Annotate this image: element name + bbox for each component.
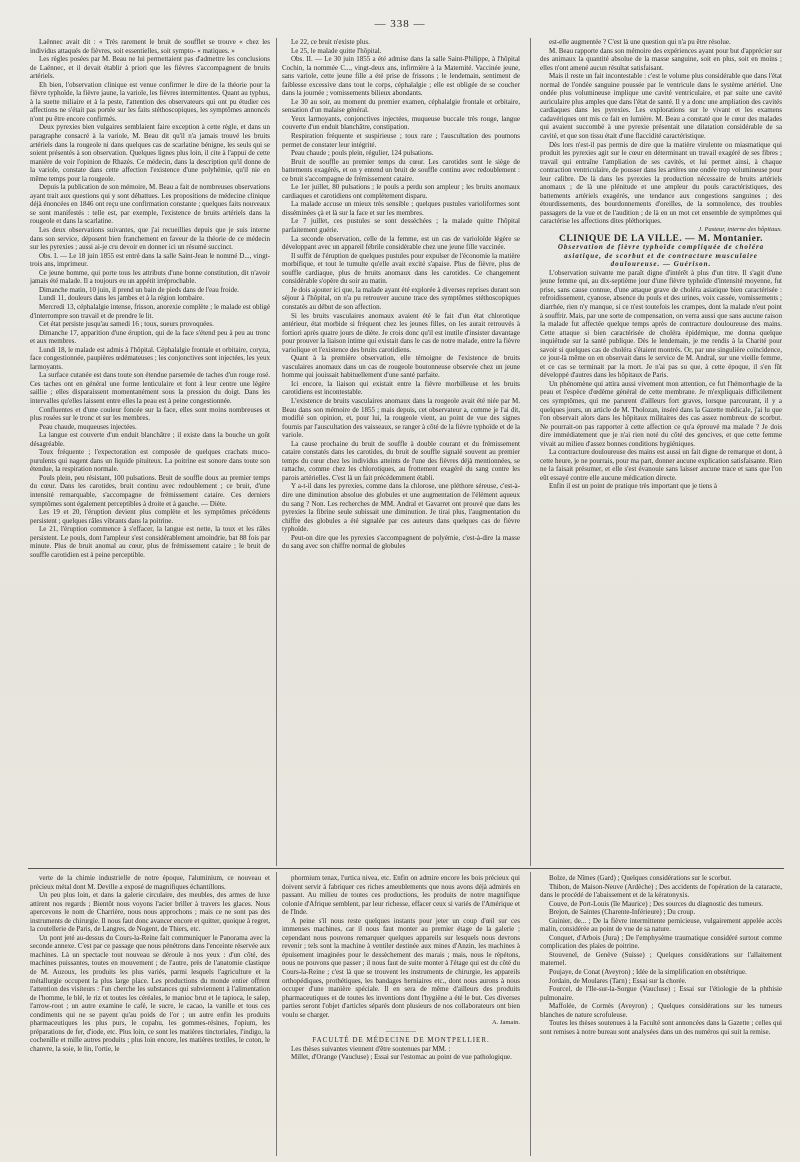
paragraph: Il suffit de l'éruption de quelques pustules pour expulser de l'économie la matière morbifique, et tout le tumulte qu'elle avait excité s'apaise. Plus de fièvre, plus de souffle cardiaque, plus de bruits anomaux dans les carotides. Ce changement considérable s'opère du soir au matin. bbox=[282, 251, 520, 286]
section-heading-clinique: CLINIQUE DE LA VILLE. — M. Montanier. bbox=[558, 233, 764, 244]
paragraph: Bruit de souffle au premier temps du cœur. Les carotides sont le siège de battements exagérés, et on y entend un bruit de souffle continu avec redoublement : ce bruit s'accompagne de frémissement cataire. bbox=[282, 157, 520, 183]
column-divider-3 bbox=[276, 872, 277, 1156]
paragraph: M. Beau rapporte dans son mémoire des expériences ayant pour but d'apprécier sur des animaux la quantité absolue de la masse sanguine, soit en plus, soit en moins ; elles n'ont amené aucun résultat satisfaisant. bbox=[540, 46, 782, 72]
paragraph: Obs. II. — Le 30 juin 1855 a été admise dans la salle Saint-Philippe, à l'hôpital Cochin, la nommée C..., vingt-deux ans, infirmière à la Maternité. Vaccinée jeune, sans variole, cette jeune fille a été prise de frissons ; le lendemain, sentiment de faiblesse excessive dans tout le corps, céphalalgie ; elle est obligée de se coucher dans la journée ; vomissements bilieux abondants. bbox=[282, 55, 520, 98]
paragraph: phormium tenax, l'urtica nivea, etc. Enfin on admire encore les bois précieux qui doivent servir à fabriquer ces riches ameublements que nous avons déjà admirés en passant. Au milieu de toutes ces productions, les produits de notre magnifique colonie d'Afrique semblent, par leur richesse, effacer ceux si variés de l'Amérique et de l'Inde. bbox=[282, 874, 520, 917]
author-signature: J. Pasteur, interne des hôpitaux. bbox=[698, 226, 782, 234]
paragraph: Lundi 11, douleurs dans les jambes et à la région lombaire. bbox=[39, 294, 204, 303]
section-heading-faculte: FACULTÉ DE MÉDECINE DE MONTPELLIER. bbox=[312, 1036, 490, 1045]
article-title-observation: Observation de fièvre typhoïde compliquée de choléra asiatique, de scorbut et de contracture musculaire douloureuse. — Guérison. bbox=[557, 243, 765, 269]
theses-list-column bbox=[540, 874, 782, 1154]
paragraph: Millet, d'Orange (Vaucluse) ; Essai sur l'estomac au point de vue pathologique. bbox=[291, 1053, 512, 1062]
feuilleton-column-2 bbox=[282, 874, 520, 1154]
paragraph: Le 21, l'éruption commence à s'effacer, la langue est nette, la toux et les râles persistent. Le pouls, dont l'ampleur s'est considérablement amoindrie, bat 88 fois par minute. Plus de bruit anomal au cœur, plus de frémissement cataire ; le bruit de souffle carotidien est à peine perceptible. bbox=[30, 525, 270, 559]
paragraph: Poujaye, de Conat (Aveyron) ; Idée de la simplification en obstétrique. bbox=[549, 968, 747, 977]
feuilleton-text bbox=[282, 874, 520, 1019]
paragraph: est-elle augmentée ? C'est là une question qui n'a pu être résolue. bbox=[549, 38, 731, 46]
paragraph: Respiration fréquente et suspirieuse ; toux rare ; l'auscultation des poumons permet de constater leur intégrité. bbox=[282, 132, 520, 149]
paragraph: Les règles posées par M. Beau ne lui permettaient pas d'admettre les conclusions de Laënnec, et il devait établir à priori que les fièvres s'accompagnent de bruits artériels. bbox=[30, 55, 270, 81]
paragraph: Les 19 et 20, l'éruption devient plus complète et les symptômes précédents persistent ; quelques râles vibrants dans la poitrine. bbox=[30, 508, 270, 525]
column-divider-1 bbox=[276, 38, 277, 866]
paragraph: Mercredi 13, céphalalgie intense, frisson, anorexie complète ; le malade est obligé d'interrompre son travail et de prendre le lit. bbox=[30, 302, 270, 320]
paragraph: Quant à la première observation, elle témoigne de l'existence de bruits vasculaires anomaux dans un cas de rougeole boutonneuse observée chez un jeune homme qui jouissait habituellement d'une santé parfaite. bbox=[282, 354, 520, 380]
paragraph: Mais il reste un fait incontestable : c'est le volume plus considérable que dans l'état normal de l'ondée sanguine poussée par le ventricule dans le système artériel. Une ondée plus volumineuse implique une cavité ventriculaire, et par suite une cavité auriculaire plus amples que dans l'état de santé. Il y a donc une ampliation des cavités cardiaques dans les pyrexies. Les explorations sur le vivant et les examens cadavériques ont mis ce fait en lumière. M. Beau a constaté que le cœur des malades qui avaient succombé à une pyrexie présentait une dilatation considérable de sa cavité, et que son tissu était d'une flaccidité caractéristique. bbox=[540, 72, 782, 141]
paragraph: Dès lors n'est-il pas permis de dire que la matière virulente ou miasmatique qui produit les pyrexies agit sur le cœur en déterminant un travail exagéré de ses fibres ; travail qui entraîne l'ampliation de ses cavités, et lui permet ainsi, à chaque contraction ventriculaire, de pousser dans les artères une ondée trop volumineuse pour leur calibre. De là dans les pyrexies la production nécessaire de bruits artériels anomaux ; de là une plénitude et une ampleur du pouls caractéristiques, des battements artériels exagérés, une tendance aux congestions sanguines ; des étourdissements, des bourdonnements d'oreilles, de la somnolence, des troubles passagers de la vue et de l'audition ; de là en un mot cet ensemble de symptômes qui caractérise les affections dites pléthoriques. bbox=[540, 140, 782, 226]
paragraph: Yeux larmoyants, conjonctives injectées, muqueuse buccale très rouge, langue couverte d'un enduit blanchâtre, constipation. bbox=[282, 114, 520, 132]
paragraph: Le 22, ce bruit n'existe plus. bbox=[291, 38, 370, 46]
column-3-top bbox=[540, 38, 782, 865]
horizontal-divider bbox=[28, 868, 784, 869]
paragraph: Fourcel, de l'Ile-sur-la-Sorgue (Vaucluse) ; Essai sur l'étiologie de la phthisie pulmonaire. bbox=[540, 985, 782, 1002]
paragraph: Lundi 18, le malade est admis à l'hôpital. Céphalalgie frontale et orbitaire, coryza, face congestionnée, paupières œdémateuses ; les conjonctives sont injectées, les yeux larmoyants. bbox=[30, 345, 270, 371]
paragraph: Cet état persiste jusqu'au samedi 16 ; toux, sueurs provoquées. bbox=[39, 320, 214, 329]
paragraph: Le 7 juillet, ces pustules se sont desséchées ; la malade quitte l'hôpital parfaitement guérie. bbox=[282, 217, 520, 235]
paragraph: La seconde observation, celle de la femme, est un cas de varioloïde légère se développant avec un appareil fébrile considérable chez une jeune fille vaccinée. bbox=[282, 234, 520, 252]
paragraph: Stouvenel, de Genève (Suisse) ; Quelques considérations sur l'allaitement maternel. bbox=[540, 950, 782, 968]
column-2-top bbox=[282, 38, 520, 865]
paragraph: Un phénomène qui attira aussi vivement mon attention, ce fut l'hémorrhagie de la peau et l'espèce d'œdème général de cette membrane. Je m'expliquais difficilement ces symptômes, qui me parurent d'ailleurs fort graves, lorsque parcourant, il y a quelques jours, un article de M. Tholozan, inséré dans la Gazette médicale, j'ai lu que l'on observait alors dans les hôpitaux militaires des cas assez nombreux de scorbut. Ne pourrait-on pas rapporter à cette affection ce qu'a éprouvé ma malade ? Je dois dire immédiatement que je n'ai rien noté du côté des gencives, et que cette femme vivait au milieu d'assez bonnes conditions hygiéniques. bbox=[540, 379, 782, 448]
paragraph: Peau chaude ; pouls plein, régulier, 124 pulsations. bbox=[291, 149, 434, 158]
paragraph: Laënnec avait dit : « Très rarement le bruit de soufflet se trouve « chez les individus attaqués de fièvres, soit essentielles, soit sympto- « matiques. » bbox=[30, 38, 270, 55]
paragraph: La contracture douloureuse des mains est aussi un fait digne de remarque et dont, à cette heure, je ne pourrais, pour ma part, donner aucune explication satisfaisante. Rien ne la faisait présumer, et elle s'est évanouie sans laisser aucune trace et sans que l'on eût essayé contre elle aucune médication directe. bbox=[540, 448, 782, 482]
theses-intro bbox=[282, 1045, 520, 1062]
paragraph: Obs. I. — Le 18 juin 1855 est entré dans la salle Saint-Jean le nommé D..., vingt-trois ans, imprimeur. bbox=[30, 251, 270, 269]
paragraph: Pouls plein, peu résistant, 100 pulsations. Bruit de souffle doux au premier temps du cœur. Dans les carotides, bruit continu avec redoublement ; ce bruit, d'une intensité remarquable, s'accompagne de frémissement cataire. Ces derniers symptômes sont également perceptibles à droite et à gauche. — Diète. bbox=[30, 473, 270, 508]
paragraph: Les thèses suivantes viennent d'être soutenues par MM. : bbox=[291, 1044, 451, 1053]
paragraph: Brejon, de Saintes (Charente-Inférieure) ; Du croup. bbox=[549, 908, 696, 917]
paragraph: verte de la chimie industrielle de notre époque, l'aluminium, ce nouveau et précieux métal dont M. Deville a exposé de magnifiques échantillons. bbox=[30, 874, 270, 891]
paragraph: La surface cutanée est dans toute son étendue parsemée de taches d'un rouge rosé. Ces taches ont en général une forme lenticulaire et font à leur centre une légère saillie ; elles disparaissent momentanément sous la pression du doigt. Dans les intervalles qu'elles laissent entre elles la peau est à peine congestionnée. bbox=[30, 371, 270, 405]
column-divider-2 bbox=[530, 38, 531, 866]
paragraph: Jordain, de Moulares (Tarn) ; Essai sur la chorée. bbox=[549, 976, 687, 985]
paragraph: Bolze, de Nîmes (Gard) ; Quelques considérations sur le scorbut. bbox=[549, 874, 732, 882]
paragraph: Deux pyrexies bien vulgaires semblaient faire exception à cette règle, et dans un paragraphe consacré à la variole, M. Beau dit qu'il n'a jamais trouvé les bruits artériels dans la rougeole ni dans quelques cas de scarlatine bénigne, les seuls qui se soient présentés à son observation. Quelques lignes plus loin, il cite à l'appui de cette manière de voir l'opinion de Rhazès. Ce médecin, dans la description qu'il donne de la variole, constate dans cette affection l'existence d'une polyhémie, qu'il nie en même temps pour la rougeole. bbox=[30, 123, 270, 183]
paragraph: A peine s'il nous reste quelques instants pour jeter un coup d'œil sur ces immenses machines, car il nous faut monter au premier étage de la galerie ; cependant nous pouvons remarquer quelques appareils sur lesquels nous devrons revenir ; tels sont la machine à ventiler destinée aux mines d'Anzin, les machines à épuisement imaginées pour le dessèchement des marais ; mais, nous le répétons, nous ne pouvons que passer ; il nous faut de suite monter à l'étage qui est du côté du Cours-la-Reine ; c'est là que se trouvent les instruments de chirurgie, les appareils orthopédiques, prothétiques, les bandages herniaires etc., dont nous aurons à nous occuper d'une manière spéciale. Il en sera de même d'ailleurs des produits pharmaceutiques et de toutes les inventions dont l'hygiène a été le but. Ces diverses parties seront l'objet d'articles séparés dont plusieurs de nos collaborateurs ont bien voulu se charger. bbox=[282, 916, 520, 1019]
paragraph: Un peu plus loin, et dans la galerie circulaire, des meubles, des armes de luxe attirent nos regards ; Bientôt nous voyons l'acier briller à travers les glaces. Nous apercevons le nom de Charrière, nous nous approchons ; mais ce ne sont pas des instruments de chirurgie. Il nous faut donc avancer encore et quitter, quoique à regret, la coutellerie de Paris, de Langres, de Nogent, de Thiers, etc. bbox=[30, 891, 270, 934]
paragraph: Le 1er juillet, 80 pulsations ; le pouls a perdu son ampleur ; les bruits anomaux cardiaques et carotidiens ont complètement disparu. bbox=[282, 183, 520, 200]
paragraph: Guinier, de... ; De la fièvre intermittente pernicieuse, vulgairement appelée accès malin, considérée au point de vue de sa nature. bbox=[540, 916, 782, 934]
paragraph: Peut-on dire que les pyrexies s'accompagnent de polyémie, c'est-à-dire la masse du sang avec son chiffre normal de globules bbox=[282, 533, 520, 551]
paragraph: Le 25, le malade quitte l'hôpital. bbox=[291, 46, 382, 55]
feuilleton-column-1 bbox=[30, 874, 270, 1154]
paragraph: Toux fréquente ; l'expectoration est composée de quelques crachats muco-purulents qui nagent dans un liquide pituiteux. La poitrine est sonore dans toute son étendue, la respiration normale. bbox=[30, 448, 270, 474]
paragraph: Peau chaude, muqueuses injectées. bbox=[39, 422, 137, 431]
paragraph: Enfin il est un point de pratique très important que je tiens à bbox=[549, 482, 717, 491]
column-divider-4 bbox=[530, 872, 531, 1156]
paragraph: Si les bruits vasculaires anomaux avaient été le fait d'un état chlorotique antérieur, état morbide si fréquent chez les jeunes filles, on les aurait retrouvés à fortiori après quatre jours de diète. Je crois donc qu'il est inutile d'insister davantage pour prouver la liaison intime qui existait dans le cas de notre malade, entre la fièvre variolique et l'existence des bruits carotidiens. bbox=[282, 311, 520, 354]
paragraph: L'existence de bruits vasculaires anomaux dans la rougeole avait été niée par M. Beau dans son mémoire de 1855 ; mais depuis, cet observateur a, comme je l'ai dit, modifié son opinion, et, pour lui, la rougeole vient, au point de vue des signes fournis par l'auscultation des vaisseaux, se ranger à côté de la fièvre typhoïde et de la variole. bbox=[282, 396, 520, 440]
paragraph: La malade accuse un mieux très sensible ; quelques pustules varioliformes sont disséminées çà et là sur la face et sur les membres. bbox=[282, 200, 520, 217]
paragraph: Maffolée, de Cormès (Aveyron) ; Quelques considérations sur les tumeurs blanches de nature scrofuleuse. bbox=[540, 1002, 782, 1019]
paragraph: Thibon, de Maison-Neuve (Ardèche) ; Des accidents de l'opération de la cataracte, dans le procédé de l'abaissement et de la kératonyxis. bbox=[540, 882, 782, 900]
article-pyrexies-end bbox=[540, 38, 782, 226]
paragraph: Toutes les thèses soutenues à la Faculté sont annoncées dans la Gazette ; celles qui sont remises à notre bureau sont analysées dans un des numéros qui suit la remise. bbox=[540, 1019, 782, 1036]
paragraph: Ce jeune homme, qui porte tous les attributs d'une bonne constitution, dit n'avoir jamais été malade. Il a toujours eu un appétit irréprochable. bbox=[30, 268, 270, 286]
paragraph: Depuis la publication de son mémoire, M. Beau a fait de nombreuses observations ayant trait aux questions qui y sont débattues. Les propositions de médecine clinique déjà énoncées en 1846 ont reçu une confirmation constante ; quelques faits nouveaux se sont manifestés : telle est, par exemple, l'existence de bruits artériels dans la rougeole et dans la scarlatine. bbox=[30, 183, 270, 226]
paragraph: Un pont jeté au-dessus du Cours-la-Reine fait communiquer le Panorama avec la seconde annexe. C'est par ce passage que nous pénétrons dans l'enceinte réservée aux machines. Là un spectacle tout nouveau se déroule à nos yeux : d'un côté, des machines puissantes, toutes en mouvement ; de l'autre, près de l'anatomie clastique de M. Auzoux, les produits les plus variés, parmi lesquels l'agriculture et la métallurgie occupent la plus large place. Les productions du monde entier offrent l'attention des visiteurs : l'un cherche les substances qui subviennent à l'alimentation de l'homme, le blé, le riz et toutes les céréales, le manioc brut et le tapioca, le salep, l'arrow-root ; un autre examine le café, le sucre, le cacao, la vanille et tous ces condiments qui ne se payent qu'au poids de l'or ; un autre enfin les produits pharmaceutiques les plus purs, le copahu, les gommes-résines, l'opium, les préparations de fer, d'iode, etc. Plus loin, ce sont les matières tinctoriales, l'indigo, la cochenille et mille autres produits ; plus loin encore, les matières textiles, le coton, le chanvre, la soie, le lin, l'ortie, le bbox=[30, 933, 270, 1053]
paragraph: La langue est couverte d'un enduit blanchâtre ; il existe dans la bouche un goût désagréable. bbox=[30, 431, 270, 448]
paragraph: Les deux observations suivantes, que j'ai recueillies depuis que je suis interne dans son service, déposent bien franchement en faveur de la théorie de ce médecin sur les pyrexies ; aussi ai-je cru devoir en donner ici un résumé succinct. bbox=[30, 226, 270, 252]
feuilleton-signature: A. Jamain. bbox=[492, 1019, 520, 1027]
paragraph: Dimanche matin, 10 juin, il prend un bain de pieds dans de l'eau froide. bbox=[39, 285, 239, 294]
page-number: — 338 — bbox=[374, 18, 426, 30]
paragraph: Ici encore, la liaison qui existait entre la fièvre morbilleuse et les bruits carotidiens est incontestable. bbox=[282, 379, 520, 397]
paragraph: Confluentes et d'une couleur foncée sur la face, elles sont moins nombreuses et plus rosées sur le tronc et sur les membres. bbox=[30, 405, 270, 423]
paragraph: Y a-t-il dans les pyrexies, comme dans la chlorose, une pléthore séreuse, c'est-à-dire une diminution absolue des globules et une augmentation de l'élément aqueux du sang ? Non. Les recherches de MM. Andral et Gavarret ont prouvé que dans les pyrexies la fibrine seule subissait une diminution. Je tirai plus, l'augmentation du chiffre des globules a été signalée par ces auteurs dans quelques cas de fièvre typhoïde. bbox=[282, 482, 520, 534]
paragraph: L'observation suivante me paraît digne d'intérêt à plus d'un titre. Il s'agit d'une jeune femme qui, au dix-septième jour d'une fièvre typhoïde d'intensité moyenne, fut prise, sans cause connue, d'une attaque grave de choléra asiatique bien caractérisée : refroidissement, cyanose, absence du pouls et des urines, voix cassée, vomissements ; diarrhée, rien n'y manque, si ce n'est toutefois les crampes, dont la malade n'eut point à souffrir. Mais, par une sorte de compensation, on verra aussi que sans aucune raison la malade fut affectée quelque temps après de contracture douloureuse des mains. Cette attaque si bien caractérisée de choléra épidémique, me donna quelque inquiétude sur la santé publique. Dès le lendemain, je me rendis à la Charité pour savoir si quelques cas de choléra s'étaient montrés. Or, par une singulière coïncidence, ce jour-là même on en observait dans le service de M. Andral, sur une vieille femme, et ce cas se terminait par la mort. Je n'ai pas su que, à cette époque, il s'en fût développé d'autres dans les hôpitaux de Paris. bbox=[540, 268, 782, 380]
paragraph: Couve, de Port-Louis (île Maurice) ; Des sources du diagnostic des tumeurs. bbox=[549, 899, 764, 908]
paragraph: Dimanche 17, apparition d'une éruption, qui de la face s'étend peu à peu au tronc et aux membres. bbox=[30, 328, 270, 346]
paragraph: La cause prochaine du bruit de souffle à double courant et du frémissement cataire constatés dans les carotides, du bruit de souffle signalé souvent au premier temps du cœur chez les individus atteints de l'une des fièvres déjà mentionnées, se rattache, comme chez les chlorotiques, au frottement exagéré du sang contre les parois artérielles. C'est là un fait précédemment établi. bbox=[282, 439, 520, 482]
column-1-top bbox=[30, 38, 270, 865]
article-observation-body bbox=[540, 269, 782, 491]
paragraph: Le 30 au soir, au moment du premier examen, céphalalgie frontale et orbitaire, sensation d'un malaise général. bbox=[282, 97, 520, 115]
paragraph: Je dois ajouter ici que, la malade ayant été explorée à diverses reprises durant son séjour à l'hôpital, on n'a pu retrouver aucune trace des symptômes stéthoscopiques constatés au début de son affection. bbox=[282, 285, 520, 311]
paragraph: Eh bien, l'observation clinique est venue confirmer le dire de la théorie pour la fièvre typhoïde, la fièvre jaune, la variole, les fièvres intermittentes. Quant au typhus, à la suette miliaire et à la peste, l'attention des observateurs qui ont pu étudier ces affections ne s'était pas portée sur les faits stéthoscopiques, les symptômes annoncés n'ont pu être encore confirmés. bbox=[30, 80, 270, 123]
dash-separator: ————— bbox=[386, 1028, 416, 1035]
paragraph: Conquet, d'Arbois (Jura) ; De l'emphysème traumatique considéré surtout comme complication des plaies de poitrine. bbox=[540, 933, 782, 951]
